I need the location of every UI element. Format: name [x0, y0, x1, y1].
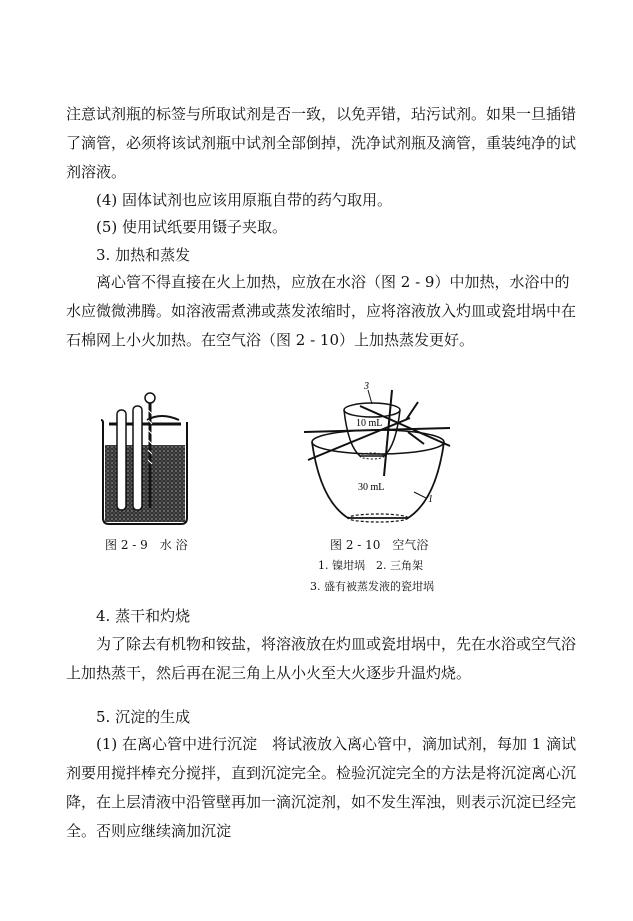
- paragraph-heating: 离心管不得直接在火上加热，应放在水浴（图 2 - 9）中加热，水浴中的水应微微沸腾。如溶液需煮沸或蒸发浓缩时，应将溶液放入灼皿或瓷坩埚中在石棉网上小火加热。在空气浴（图 2 - 10）上加热蒸发更好。: [66, 273, 577, 349]
- label-1: 1: [428, 494, 433, 505]
- figure-legend-line-2: 3. 盛有被蒸发液的瓷坩埚: [310, 580, 434, 593]
- list-item-4: (4) 固体试剂也应该用原瓶自带的药勺取用。: [96, 191, 393, 209]
- label-3: 3: [364, 381, 369, 392]
- figure-caption-air-bath: 图 2 - 10 空气浴: [330, 538, 429, 552]
- paragraph-drying: 为了除去有机物和铵盐，将溶液放在灼皿或瓷坩埚中，先在水浴或空气浴上加热蒸干，然后再在泥三角上从小火至大火逐步升温灼烧。: [66, 635, 577, 682]
- paragraph-reagent-label: 注意试剂瓶的标签与所取试剂是否一致，以免弄错，玷污试剂。如果一旦插错了滴管，必须将该试剂瓶中试剂全部倒掉，洗净试剂瓶及滴管，重装纯净的试剂溶液。: [66, 105, 577, 181]
- water-bath-figure: [95, 390, 195, 528]
- section-heading-3: 3. 加热和蒸发: [96, 246, 191, 264]
- list-item-5: (5) 使用试纸要用镊子夹取。: [96, 218, 288, 236]
- figure-caption-water-bath: 图 2 - 9 水 浴: [105, 538, 188, 552]
- label-30ml: 30 mL: [358, 482, 385, 493]
- label-10ml: 10 mL: [356, 418, 383, 429]
- section-heading-4: 4. 蒸干和灼烧: [96, 607, 191, 625]
- air-bath-figure: [300, 380, 460, 530]
- paragraph-precipitation: (1) 在离心管中进行沉淀 将试液放入离心管中，滴加试剂，每加 1 滴试剂要用搅拌棒充分搅拌，直到沉淀完全。检验沉淀完全的方法是将沉淀离心沉降，在上层清液中沿管壁再加一滴沉淀剂，如不发生浑浊，则表示沉淀已经完全。否则应继续滴加沉淀: [66, 735, 577, 840]
- figure-legend-line-1: 1. 镍坩埚 2. 三角架: [318, 559, 423, 572]
- section-heading-5: 5. 沉淀的生成: [96, 708, 191, 726]
